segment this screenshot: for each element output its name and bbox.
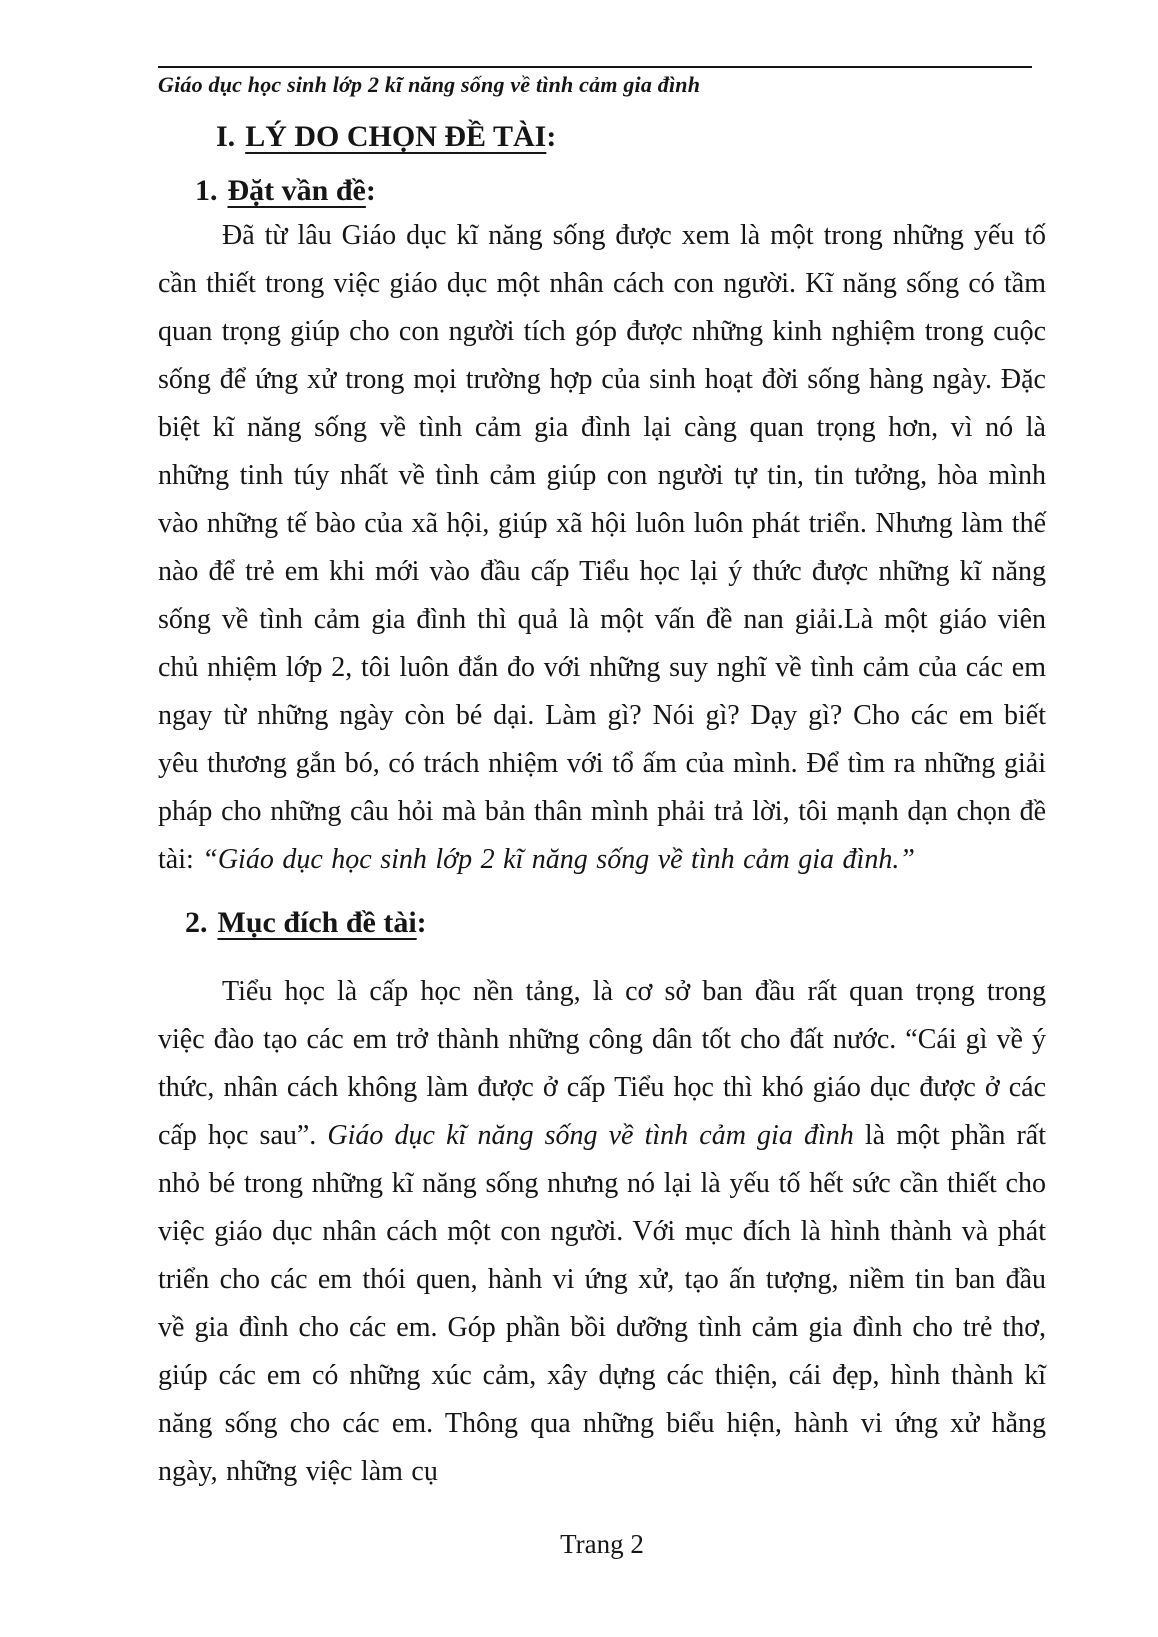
paragraph-2-lead: Tiểu học là cấp học nền tảng, là cơ sở ban đầu rất quan trọng trong việc đào tạo các em trở thành những công dân tốt cho đất nước. “Cái gì về ý thức, nhân cách không làm được ở cấp Tiểu học thì khó giáo dục được ở các cấp học sau”. (158, 976, 1046, 1151)
page-number-footer: Trang 2 (560, 1529, 644, 1559)
heading-main-colon: : (546, 120, 557, 153)
section-heading-main (216, 116, 1046, 158)
subheading-2-number: 2. (185, 906, 208, 939)
subheading-1-title: Đặt vần đề (227, 174, 366, 207)
paragraph-2-emphasis: Giáo dục kĩ năng sống về tình cảm gia đình (327, 1120, 854, 1151)
subheading-dat-van-de (195, 170, 1046, 212)
paragraph-dat-van-de (158, 212, 1046, 884)
paragraph-2-rest: là một phần rất nhỏ bé trong những kĩ năng sống nhưng nó lại là yếu tố hết sức cần thiết cho việc giáo dục nhân cách một con người. Với mục đích là hình thành và phát triển cho các em thói quen, hành vi ứng xử, tạo ấn tượng, niềm tin ban đầu về gia đình cho các em. Góp phần bồi dưỡng tình cảm gia đình cho trẻ thơ, giúp các em có những xúc cảm, xây dựng các thiện, cái đẹp, hình thành kĩ năng sống cho các em. Thông qua những biểu hiện, hành vi ứng xử hằng ngày, những việc làm cụ (158, 1120, 1046, 1487)
running-header-title: Giáo dục học sinh lớp 2 kĩ năng sống về tình cảm gia đình (158, 72, 701, 97)
heading-main-number: I. (216, 120, 236, 153)
subheading-2-colon: : (416, 906, 427, 939)
subheading-1-colon: : (365, 174, 376, 207)
thesis-title-quote: “Giáo dục học sinh lớp 2 kĩ năng sống về tình cảm gia đình.” (202, 844, 915, 875)
heading-main-title: LÝ DO CHỌN ĐỀ TÀI (245, 120, 547, 153)
paragraph-muc-dich-de-tai (158, 968, 1046, 1496)
subheading-2-title: Mục đích đề tài (217, 906, 417, 939)
subheading-1-number: 1. (195, 174, 218, 207)
paragraph-1-text: Đã từ lâu Giáo dục kĩ năng sống được xem là một trong những yếu tố cần thiết trong việc giáo dục một nhân cách con người. Kĩ năng sống có tầm quan trọng giúp cho con người tích góp được những kinh nghiệm trong cuộc sống để ứng xử trong mọi trường hợp của sinh hoạt đời sống hàng ngày. Đặc biệt kĩ năng sống về tình cảm gia đình lại càng quan trọng hơn, vì nó là những tinh túy nhất về tình cảm giúp con người tự tin, tin tưởng, hòa mình vào những tế bào của xã hội, giúp xã hội luôn luôn phát triển. Nhưng làm thế nào để trẻ em khi mới vào đầu cấp Tiểu học lại ý thức được những kĩ năng sống về tình cảm gia đình thì quả là một vấn đề nan giải.Là một giáo viên chủ nhiệm lớp 2, tôi luôn đắn đo với những suy nghĩ về tình cảm của các em ngay từ những ngày còn bé dại. Làm gì? Nói gì? Dạy gì? Cho các em biết yêu thương gắn bó, có trách nhiệm với tổ ấm của mình. Để tìm ra những giải pháp cho những câu hỏi mà bản thân mình phải trả lời, tôi mạnh dạn chọn đề tài: (158, 220, 1046, 875)
subheading-muc-dich-de-tai (185, 902, 1046, 944)
